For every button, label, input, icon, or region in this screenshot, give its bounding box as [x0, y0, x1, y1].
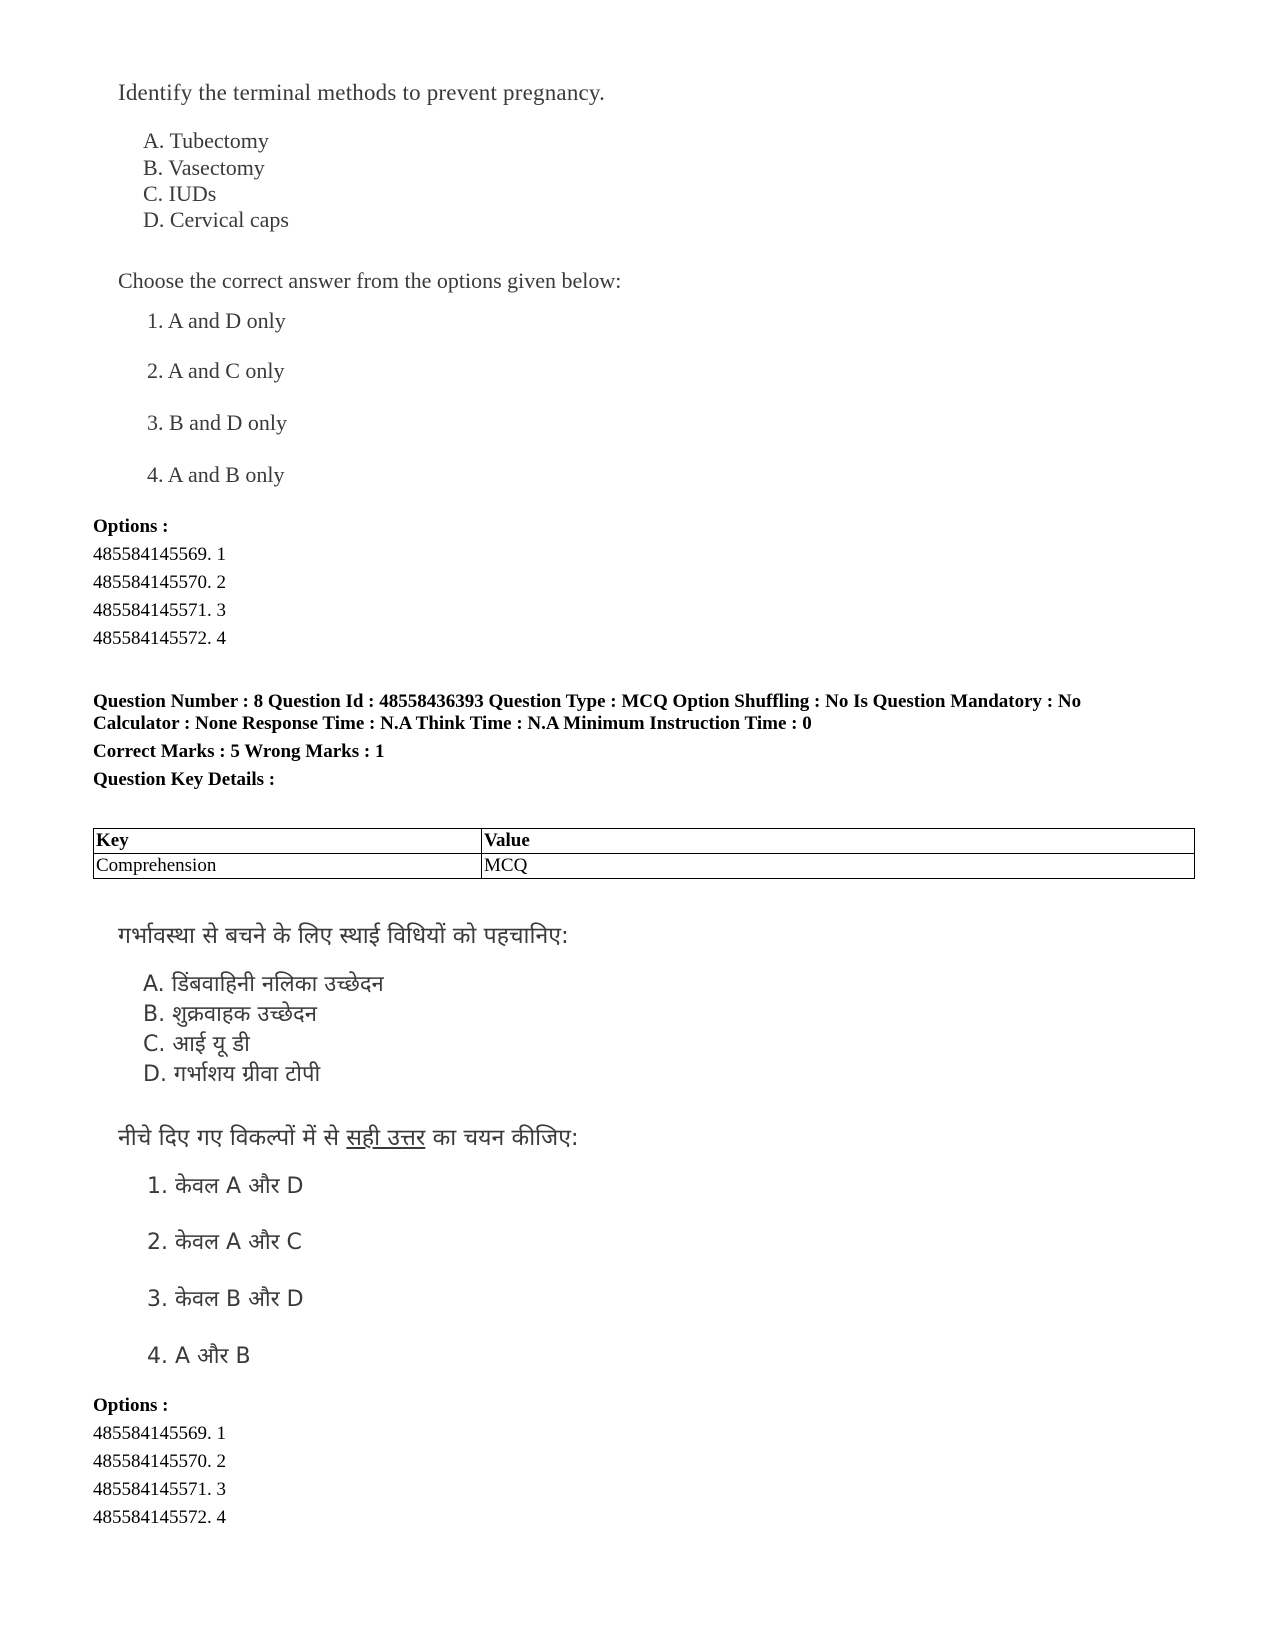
marks-line: Correct Marks : 5 Wrong Marks : 1 [93, 741, 385, 762]
option-item: 485584145571. 3 [93, 600, 226, 621]
instruction-hi-post: का चयन कीजिए: [425, 1125, 579, 1151]
answer-2-hi: 2. केवल A और C [147, 1230, 302, 1255]
statement-c-hi: C. आई यू डी [143, 1032, 250, 1057]
table-header-key: Key [94, 829, 482, 854]
table-header-row [94, 829, 1195, 854]
statement-a-hi: A. डिंबवाहिनी नलिका उच्छेदन [143, 972, 384, 997]
answer-4-en: 4. A and B only [147, 462, 285, 487]
question-meta-line2: Calculator : None Response Time : N.A Think Time : N.A Minimum Instruction Time : 0 [93, 713, 812, 734]
statement-a-en: A. Tubectomy [143, 128, 269, 153]
table-header-value: Value [482, 829, 1195, 854]
question-stem-hi: गर्भावस्था से बचने के लिए स्थाई विधियों को पहचानिए: [118, 923, 569, 949]
instruction-hi-pre: नीचे दिए गए विकल्पों में से [118, 1125, 347, 1151]
instruction-hi [118, 1120, 579, 1152]
statement-d-en: D. Cervical caps [143, 207, 289, 232]
option-item: 485584145571. 3 [93, 1479, 226, 1500]
statement-b-en: B. Vasectomy [143, 155, 265, 180]
table-cell-value: MCQ [482, 854, 1195, 879]
key-details-heading: Question Key Details : [93, 769, 276, 790]
key-details-table [93, 828, 1195, 879]
answer-2-en: 2. A and C only [147, 358, 285, 383]
option-item: 485584145569. 1 [93, 544, 226, 565]
answer-1-hi: 1. केवल A और D [147, 1174, 304, 1199]
question-meta-line1: Question Number : 8 Question Id : 48558436393 Question Type : MCQ Option Shuffling : No Is Question Mandatory : No [93, 691, 1082, 712]
table-row [94, 854, 1195, 879]
answer-3-hi: 3. केवल B और D [147, 1287, 304, 1312]
options-heading: Options : [93, 1395, 169, 1416]
option-item: 485584145570. 2 [93, 572, 226, 593]
instruction-hi-underlined: सही उत्तर [346, 1125, 426, 1151]
instruction-en: Choose the correct answer from the options given below: [118, 268, 622, 293]
option-item: 485584145569. 1 [93, 1423, 226, 1444]
table-cell-key: Comprehension [94, 854, 482, 879]
statement-d-hi: D. गर्भाशय ग्रीवा टोपी [143, 1062, 321, 1087]
answer-3-en: 3. B and D only [147, 410, 287, 435]
option-item: 485584145572. 4 [93, 628, 226, 649]
statement-b-hi: B. शुक्रवाहक उच्छेदन [143, 1002, 317, 1027]
answer-1-en: 1. A and D only [147, 308, 286, 333]
answer-4-hi: 4. A और B [147, 1344, 251, 1369]
statement-c-en: C. IUDs [143, 181, 217, 206]
question-stem-en: Identify the terminal methods to prevent pregnancy. [118, 80, 606, 105]
option-item: 485584145572. 4 [93, 1507, 226, 1528]
options-heading: Options : [93, 516, 169, 537]
option-item: 485584145570. 2 [93, 1451, 226, 1472]
